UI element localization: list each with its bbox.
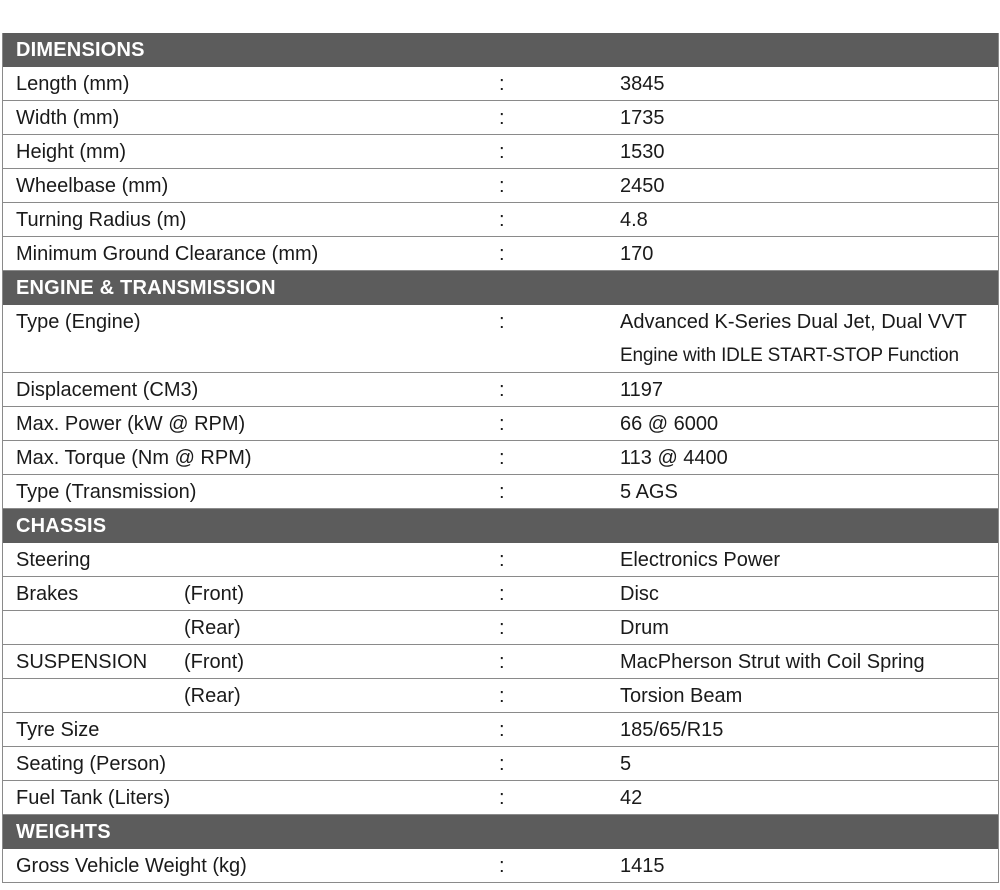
spec-label: Width (mm): [16, 107, 120, 129]
spec-value: 4.8: [620, 209, 648, 231]
spec-row-fuel-tank: [3, 781, 998, 815]
spec-row-steering: [3, 543, 998, 577]
spec-separator: :: [499, 481, 505, 503]
spec-row-wheelbase: [3, 169, 998, 203]
spec-label: Seating (Person): [16, 753, 167, 775]
spec-row-engine-type: [3, 305, 998, 373]
spec-row-height: [3, 135, 998, 169]
spec-separator: :: [499, 787, 505, 809]
spec-value: Electronics Power: [620, 549, 781, 571]
spec-value: 1530: [620, 141, 665, 163]
spec-label: Fuel Tank (Liters): [16, 787, 171, 809]
spec-row-seating: [3, 747, 998, 781]
section-header-dimensions: DIMENSIONS: [3, 33, 998, 67]
spec-row-max-power: [3, 407, 998, 441]
spec-value: 5 AGS: [620, 481, 678, 503]
section-header-weights: WEIGHTS: [3, 815, 998, 849]
spec-value: 1415: [620, 855, 665, 877]
spec-label: Tyre Size: [16, 719, 100, 741]
spec-label: Turning Radius (m): [16, 209, 187, 231]
spec-label: Type (Transmission): [16, 481, 197, 503]
spec-separator: :: [499, 243, 505, 265]
spec-row-width: [3, 101, 998, 135]
spec-table: [2, 33, 999, 883]
spec-separator: :: [499, 209, 505, 231]
section-header-chassis: CHASSIS: [3, 509, 998, 543]
spec-label: Max. Power (kW @ RPM): [16, 413, 246, 435]
spec-separator: :: [499, 549, 505, 571]
spec-separator: :: [499, 719, 505, 741]
spec-separator: :: [499, 447, 505, 469]
spec-separator: :: [499, 141, 505, 163]
spec-row-ground-clearance: [3, 237, 998, 271]
spec-label: Type (Engine): [16, 311, 141, 333]
spec-label: Wheelbase (mm): [16, 175, 169, 197]
spec-row-displacement: [3, 373, 998, 407]
spec-value: 185/65/R15: [620, 719, 724, 741]
spec-label: Displacement (CM3): [16, 379, 199, 401]
spec-label: Length (mm): [16, 73, 130, 95]
spec-separator: :: [499, 855, 505, 877]
spec-value: 42: [620, 787, 643, 809]
spec-sublabel: (Front): [184, 583, 244, 605]
spec-label: Gross Vehicle Weight (kg): [16, 855, 247, 877]
spec-row-tyre-size: [3, 713, 998, 747]
spec-sublabel: (Rear): [184, 685, 241, 707]
spec-value: Drum: [620, 617, 669, 639]
spec-row-max-torque: [3, 441, 998, 475]
spec-row-suspension-rear: [3, 679, 998, 713]
spec-label: Brakes: [16, 583, 79, 605]
spec-row-suspension-front: [3, 645, 998, 679]
spec-separator: :: [499, 73, 505, 95]
spec-value: [620, 305, 990, 373]
spec-value: Disc: [620, 583, 659, 605]
spec-value: 1735: [620, 107, 665, 129]
spec-separator: :: [499, 753, 505, 775]
spec-value: 5: [620, 753, 632, 775]
spec-separator: :: [499, 379, 505, 401]
spec-label: Max. Torque (Nm @ RPM): [16, 447, 252, 469]
spec-value: Torsion Beam: [620, 685, 743, 707]
spec-label: SUSPENSION: [16, 651, 148, 673]
spec-separator: :: [499, 413, 505, 435]
spec-row-transmission-type: [3, 475, 998, 509]
spec-separator: :: [499, 651, 505, 673]
spec-value: 113 @ 4400: [620, 447, 728, 469]
spec-row-turning-radius: [3, 203, 998, 237]
spec-value: 170: [620, 243, 654, 265]
spec-separator: :: [499, 107, 505, 129]
spec-row-gross-vehicle-weight: [3, 849, 998, 883]
spec-label: Minimum Ground Clearance (mm): [16, 243, 319, 265]
spec-value: 1197: [620, 379, 664, 401]
spec-separator: :: [499, 617, 505, 639]
spec-label: Height (mm): [16, 141, 127, 163]
spec-separator: :: [499, 583, 505, 605]
spec-value-line-2: Engine with IDLE START-STOP Function: [620, 345, 959, 366]
spec-row-length: [3, 67, 998, 101]
spec-value: 3845: [620, 73, 665, 95]
spec-separator: :: [499, 311, 505, 333]
spec-row-brakes-front: [3, 577, 998, 611]
spec-separator: :: [499, 175, 505, 197]
spec-sublabel: (Rear): [184, 617, 241, 639]
spec-row-brakes-rear: [3, 611, 998, 645]
section-header-engine-transmission: ENGINE & TRANSMISSION: [3, 271, 998, 305]
spec-value: MacPherson Strut with Coil Spring: [620, 651, 925, 673]
spec-separator: :: [499, 685, 505, 707]
spec-sublabel: (Front): [184, 651, 244, 673]
spec-label: Steering: [16, 549, 91, 571]
spec-value: 2450: [620, 175, 665, 197]
spec-value-line-1: Advanced K-Series Dual Jet, Dual VVT: [620, 311, 967, 333]
spec-value: 66 @ 6000: [620, 413, 719, 435]
